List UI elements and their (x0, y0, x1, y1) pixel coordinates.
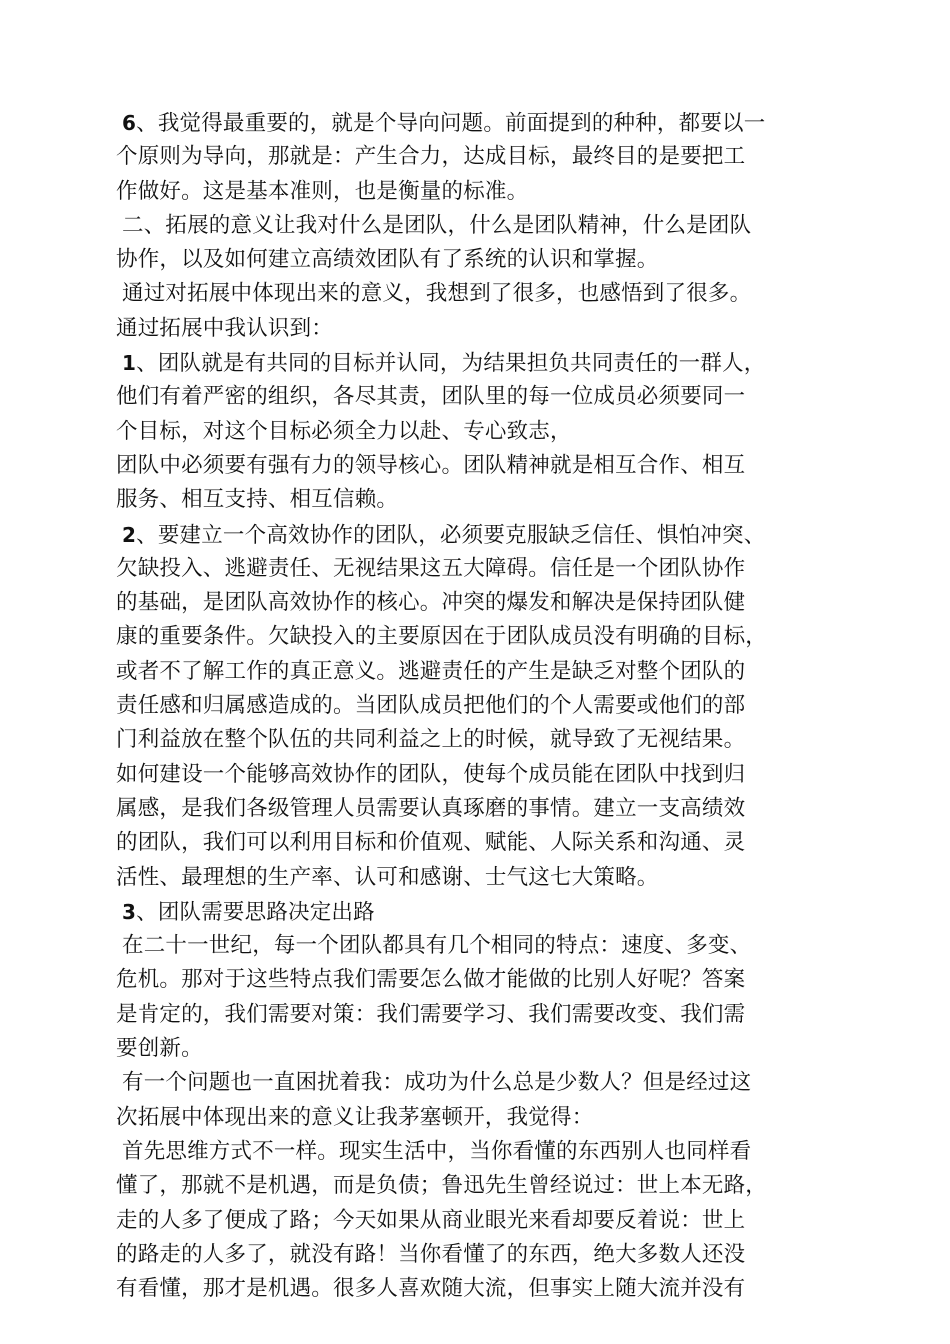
text-line (116, 1204, 856, 1238)
text-line (116, 312, 856, 346)
text-line (116, 723, 856, 757)
text-line (116, 483, 856, 517)
line-text: 、我觉得最重要的，就是个导向问题。前面提到的种种，都要以一 (136, 111, 766, 136)
line-text: 如何建设一个能够高效协作的团队，使每个成员能在团队中找到归 (116, 761, 746, 787)
line-text: 二、拓展的意义让我对什么是团队，什么是团队精神，什么是团队 (122, 212, 752, 238)
line-text: 欠缺投入、逃避责任、无视结果这五大障碍。信任是一个团队协作 (116, 555, 746, 581)
text-line (116, 826, 856, 860)
line-text: 走的人多了便成了路；今天如果从商业眼光来看却要反着说：世上 (116, 1207, 746, 1233)
text-line (116, 1101, 856, 1135)
line-text: 个目标，对这个目标必须全力以赴、专心致志， (116, 418, 572, 444)
text-line (116, 415, 856, 449)
text-line (116, 449, 856, 483)
text-line (116, 1066, 856, 1100)
list-number: 3 (122, 899, 137, 924)
line-text: 的路走的人多了，就没有路！当你看懂了的东西，绝大多数人还没 (116, 1241, 746, 1267)
line-text: 属感，是我们各级管理人员需要认真琢磨的事情。建立一支高绩效 (116, 795, 746, 821)
line-text: 个原则为导向，那就是：产生合力，达成目标，最终目的是要把工 (116, 144, 746, 170)
text-line (116, 895, 856, 929)
text-line (116, 552, 856, 586)
line-text: 懂了，那就不是机遇，而是负债；鲁迅先生曾经说过：世上本无路， (116, 1173, 768, 1199)
line-text: 的基础，是团队高效协作的核心。冲突的爆发和解决是保持团队健 (116, 590, 746, 616)
list-number: 1 (122, 351, 137, 376)
text-line (116, 929, 856, 963)
text-line (116, 1272, 856, 1306)
text-line (116, 998, 856, 1032)
line-text: 协作，以及如何建立高绩效团队有了系统的认识和掌握。 (116, 247, 659, 273)
line-text: 危机。那对于这些特点我们需要怎么做才能做的比别人好呢？答案 (116, 967, 746, 993)
line-text: 、要建立一个高效协作的团队，必须要克服缺乏信任、惧怕冲突、 (136, 522, 766, 548)
line-text: 的团队，我们可以利用目标和价值观、赋能、人际关系和沟通、灵 (116, 830, 746, 856)
text-line (116, 963, 856, 997)
line-text: 首先思维方式不一样。现实生活中，当你看懂的东西别人也同样看 (122, 1138, 752, 1164)
text-line (116, 1238, 856, 1272)
line-text: 是肯定的，我们需要对策：我们需要学习、我们需要改变、我们需 (116, 1001, 746, 1027)
text-line (116, 792, 856, 826)
text-line (116, 243, 856, 277)
text-line (116, 586, 856, 620)
line-text: 次拓展中体现出来的意义让我茅塞顿开，我觉得： (116, 1104, 594, 1130)
line-text: 团队中必须要有强有力的领导核心。团队精神就是相互合作、相互 (116, 452, 746, 478)
line-text: 康的重要条件。欠缺投入的主要原因在于团队成员没有明确的目标， (116, 624, 768, 650)
text-line (116, 209, 856, 243)
line-text: 要创新。 (116, 1036, 203, 1062)
text-line (116, 620, 856, 654)
line-text: 通过对拓展中体现出来的意义，我想到了很多，也感悟到了很多。 (122, 281, 752, 307)
text-line (116, 861, 856, 895)
text-line (116, 346, 856, 380)
line-text: 门利益放在整个队伍的共同利益之上的时候，就导致了无视结果。 (116, 727, 746, 753)
line-text: 活性、最理想的生产率、认可和感谢、士气这七大策略。 (116, 864, 659, 890)
line-text: 有看懂，那才是机遇。很多人喜欢随大流，但事实上随大流并没有 (116, 1276, 746, 1302)
line-text: 、团队需要思路决定出路 (136, 899, 375, 925)
line-text: 通过拓展中我认识到： (116, 315, 334, 341)
text-line (116, 1032, 856, 1066)
line-text: 责任感和归属感造成的。当团队成员把他们的个人需要或他们的部 (116, 693, 746, 719)
line-text: 在二十一世纪，每一个团队都具有几个相同的特点：速度、多变、 (122, 933, 752, 959)
text-line (116, 140, 856, 174)
text-line (116, 758, 856, 792)
line-text: 他们有着严密的组织，各尽其责，团队里的每一位成员必须要同一 (116, 384, 746, 410)
text-line (116, 655, 856, 689)
list-number: 6 (122, 111, 137, 135)
text-line (116, 1135, 856, 1169)
line-text: 服务、相互支持、相互信赖。 (116, 487, 399, 513)
line-text: 、团队就是有共同的目标并认同，为结果担负共同责任的一群人， (136, 351, 766, 377)
text-line (116, 277, 856, 311)
line-text: 有一个问题也一直困扰着我：成功为什么总是少数人？但是经过这 (122, 1070, 752, 1096)
text-line (116, 689, 856, 723)
text-line (116, 175, 856, 209)
line-text: 作做好。这是基本准则，也是衡量的标准。 (116, 178, 529, 204)
text-line (116, 1169, 856, 1203)
text-line (116, 518, 856, 552)
text-line (116, 380, 856, 414)
line-text: 或者不了解工作的真正意义。逃避责任的产生是缺乏对整个团队的 (116, 658, 746, 684)
document-body (116, 106, 856, 1306)
text-line (116, 106, 856, 140)
list-number: 2 (122, 522, 137, 547)
